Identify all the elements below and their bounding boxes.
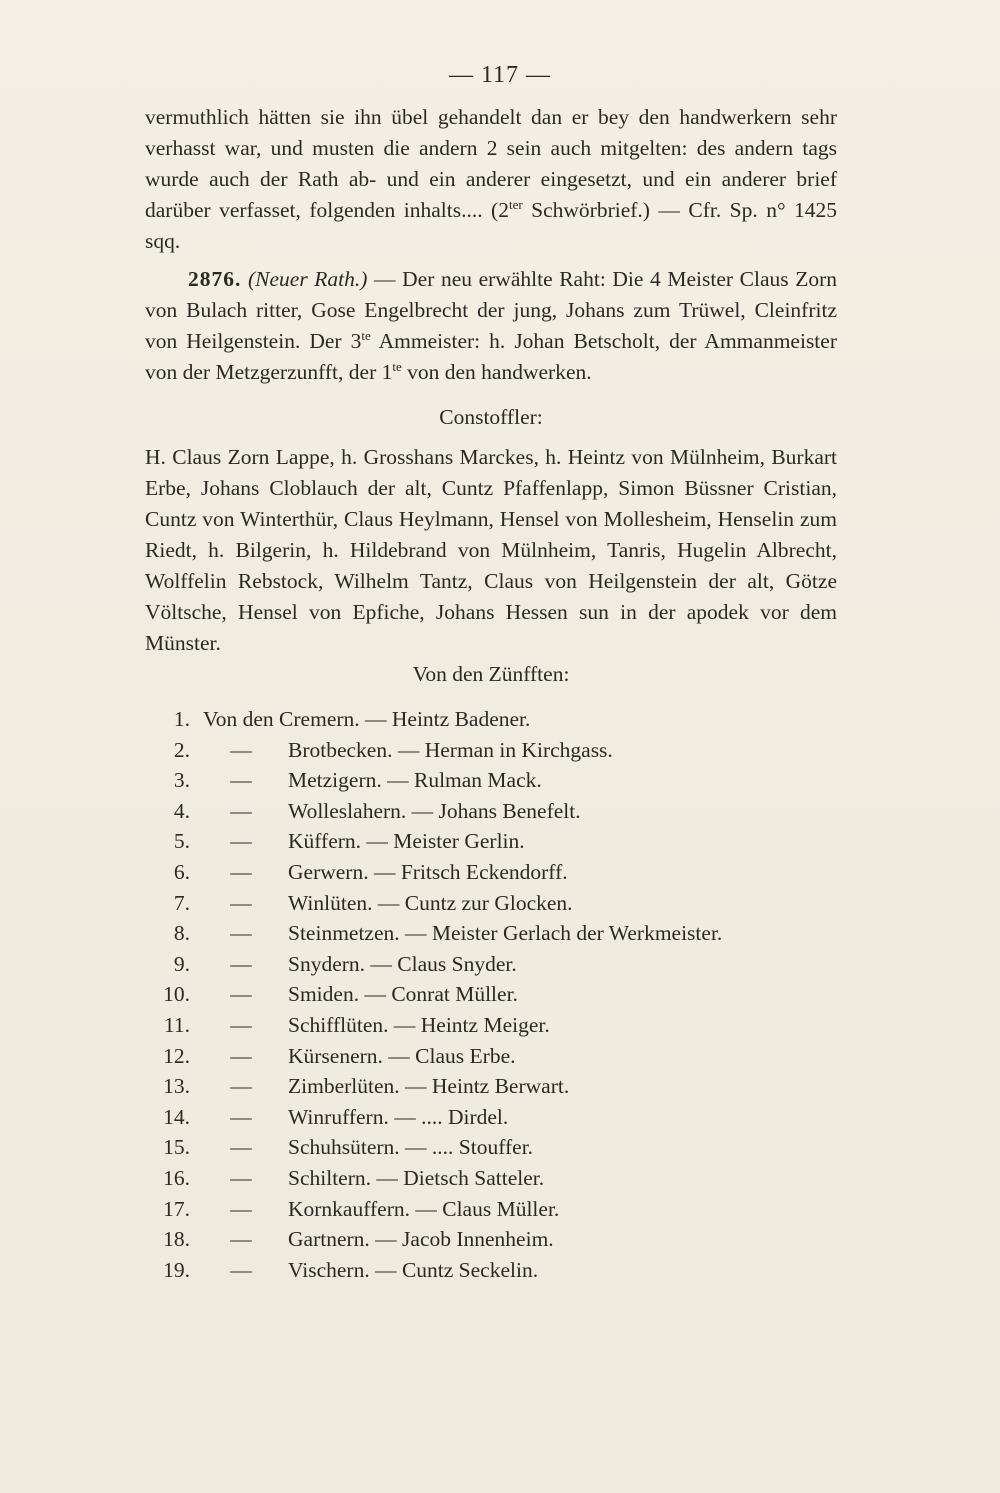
entry-text: von den handwerken.	[401, 360, 592, 384]
item-text: Steinmetzen. — Meister Gerlach der Werkmeister.	[288, 921, 723, 946]
item-dash: —	[230, 1043, 252, 1068]
item-dash: —	[230, 1074, 252, 1099]
item-number: 19.	[163, 1257, 190, 1282]
entry-text: Ammeister: h. Johan Betscholt, der Ammanmeister von der Metzgerzunfft, der 1	[145, 329, 837, 384]
item-dash: —	[230, 1013, 252, 1037]
item-dash: —	[230, 1227, 252, 1252]
item-dash: —	[230, 737, 252, 762]
item-number: 4.	[173, 798, 190, 823]
list-item	[145, 1010, 837, 1041]
list-item	[145, 949, 837, 980]
item-dash: —	[230, 982, 252, 1007]
item-dash: —	[230, 768, 252, 793]
item-number: 6.	[173, 860, 190, 884]
list-item	[145, 1132, 837, 1163]
item-number: 11.	[163, 1013, 190, 1037]
constoffler-text: H. Claus Zorn Lappe, h. Grosshans Marckes, h. Heintz von Mülnheim, Burkart Erbe, Johans Cloblauch der alt, Cuntz Pfaffenlapp, Simon Büssner Cristian, Cuntz von Winterthür, Claus Heylmann, Hensel von Mollesheim, Henselin zum Riedt, h. Bilgerin, h. Hildebrand von Mülnheim, Tanris, Hugelin Albrecht, Wolffelin Rebstock, Wilhelm Tantz, Claus von Heilgenstein der alt, Götze Völtsche, Hensel von Epfiche, Johans Hessen sun in der apodek vor dem Münster.	[145, 445, 837, 655]
item-text: Küffern. — Meister Gerlin.	[288, 829, 525, 854]
list-item	[145, 735, 837, 766]
list-item	[145, 765, 837, 796]
item-dash: —	[230, 829, 252, 854]
list-item	[145, 1163, 837, 1194]
list-item	[145, 1102, 837, 1133]
paragraph-text: vermuthlich hätten sie ihn übel gehandelt dan er bey den handwerkern sehr verhasst war, und musten die andern 2 sein auch mitgelten: des andern tags wurde auch der Rath ab- und ein anderer eingesetzt, und ein anderer brief darüber verfasset, folgenden inhalts.... (2	[145, 105, 837, 222]
item-dash: —	[230, 1166, 252, 1190]
list-item	[145, 857, 837, 888]
item-number: 8.	[173, 921, 190, 946]
item-number: 15.	[163, 1135, 190, 1160]
item-dash: —	[230, 860, 252, 884]
entry-text: — Der neu erwählte Raht: Die 4 Meister Claus Zorn von Bulach ritter, Gose Engelbrecht der jung, Johans zum Trüwel, Cleinfritz von Heilgenstein. Der 3	[145, 267, 838, 353]
item-number: 2.	[173, 737, 190, 762]
item-text: Schuhsütern. — .... Stouffer.	[288, 1135, 534, 1160]
item-number: 3.	[173, 768, 190, 793]
item-text: Von den Cremern. — Heintz Badener.	[203, 707, 531, 731]
item-text: Smiden. — Conrat Müller.	[288, 982, 518, 1007]
item-text: Kornkauffern. — Claus Müller.	[288, 1196, 560, 1221]
superscript: ter	[508, 197, 523, 212]
item-text: Gerwern. — Fritsch Eckendorff.	[288, 860, 568, 884]
constoffler-list	[145, 442, 837, 659]
item-number: 1.	[173, 707, 190, 731]
item-text: Metzigern. — Rulman Mack.	[288, 768, 542, 793]
entry-title: (Neuer Rath.)	[247, 267, 368, 291]
superscript: te	[392, 359, 402, 374]
item-dash: —	[230, 1196, 252, 1221]
list-item	[145, 1224, 837, 1255]
list-item	[145, 796, 837, 827]
item-number: 16.	[163, 1166, 190, 1190]
item-text: Wolleslahern. — Johans Benefelt.	[288, 798, 581, 823]
item-dash: —	[230, 798, 252, 823]
paragraph-continuation	[145, 102, 837, 257]
item-dash: —	[230, 921, 252, 946]
list-item	[145, 979, 837, 1010]
item-text: Schifflüten. — Heintz Meiger.	[288, 1013, 550, 1037]
item-number: 14.	[163, 1104, 190, 1129]
list-item	[145, 888, 837, 919]
item-text: Winlüten. — Cuntz zur Glocken.	[288, 890, 573, 915]
item-text: Winruffern. — .... Dirdel.	[288, 1104, 509, 1129]
item-dash: —	[230, 1257, 252, 1282]
entry-number: 2876.	[188, 267, 242, 291]
item-number: 18.	[163, 1227, 190, 1252]
list-item	[145, 826, 837, 857]
item-number: 13.	[163, 1074, 190, 1099]
item-dash: —	[230, 1104, 252, 1129]
item-text: Zimberlüten. — Heintz Berwart.	[288, 1074, 570, 1099]
item-number: 9.	[173, 951, 190, 976]
item-number: 17.	[163, 1196, 190, 1221]
item-text: Schiltern. — Dietsch Satteler.	[288, 1166, 545, 1190]
item-text: Vischern. — Cuntz Seckelin.	[288, 1257, 539, 1282]
list-item	[145, 918, 837, 949]
item-dash: —	[230, 1135, 252, 1160]
item-number: 7.	[173, 890, 190, 915]
item-dash: —	[230, 951, 252, 976]
item-text: Gartnern. — Jacob Innenheim.	[288, 1227, 554, 1252]
list-item	[145, 1071, 837, 1102]
list-item	[145, 704, 837, 735]
item-text: Snydern. — Claus Snyder.	[288, 951, 517, 976]
item-dash: —	[230, 890, 252, 915]
item-number: 10.	[163, 982, 190, 1007]
list-item	[145, 1255, 837, 1286]
superscript: te	[361, 328, 371, 343]
entry-2876	[145, 264, 837, 388]
zunfften-heading: Von den Zünfften:	[412, 662, 570, 686]
item-text: Brotbecken. — Herman in Kirchgass.	[288, 737, 613, 762]
item-number: 12.	[163, 1043, 190, 1068]
paragraph-text-tail: Schwörbrief.) — Cfr. Sp. n° 1425 sqq.	[145, 198, 837, 253]
page-number: — 117 —	[448, 62, 552, 88]
list-item	[145, 1041, 837, 1072]
item-number: 5.	[173, 829, 190, 854]
list-item	[145, 1194, 837, 1225]
constoffler-heading: Constoffler:	[439, 405, 543, 429]
item-text: Kürsenern. — Claus Erbe.	[288, 1043, 516, 1068]
